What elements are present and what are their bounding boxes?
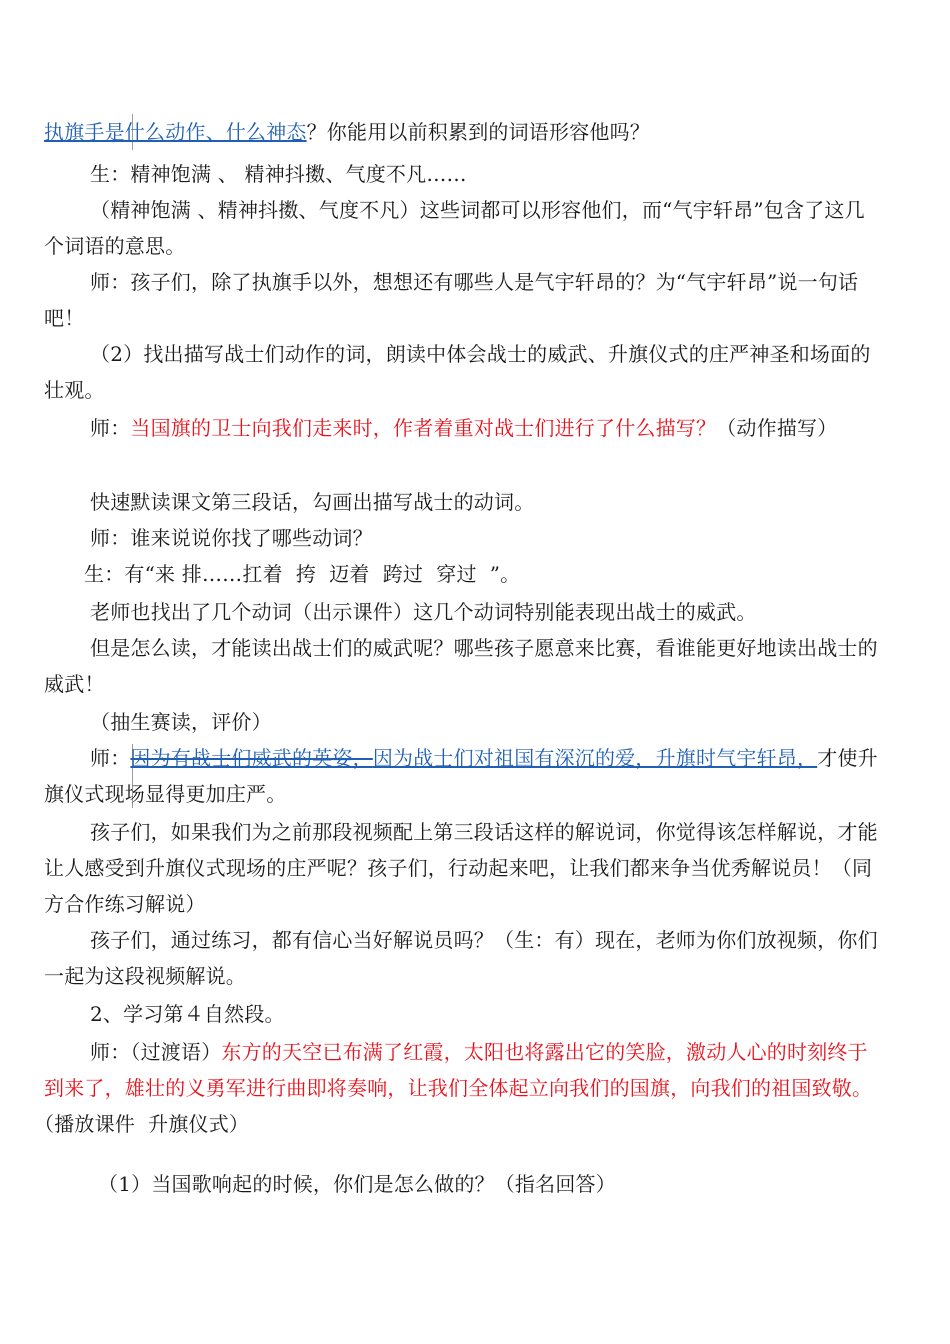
- paragraph: 生：有“来 排……扛着 挎 迈着 跨过 穿过 ”。: [84, 562, 521, 586]
- paragraph: 2、学习第４自然段。: [90, 1002, 285, 1026]
- paragraph: （精神饱满 、精神抖擞、气度不凡）这些词都可以形容他们，而“气宇轩昂”包含了这几个词语的意思。: [44, 198, 865, 258]
- paragraph: 孩子们，通过练习，都有信心当好解说员吗？（生：有）现在，老师为你们放视频，你们一起为这段视频解说。: [44, 928, 878, 988]
- paragraph: [44, 114, 884, 150]
- paragraph: 师：谁来说说你找了哪些动词？: [90, 526, 373, 550]
- paragraph: 师：孩子们，除了执旗手以外，想想还有哪些人是气宇轩昂的？为“气宇轩昂”说一句话吧！: [44, 270, 859, 330]
- tracked-change-link[interactable]: 执旗手是什么动作、什么神态: [44, 120, 307, 144]
- paragraph: [44, 740, 884, 812]
- highlighted-narration: 东方的天空已布满了红霞，太阳也将露出它的笑脸，激动人心的时刻终于到来了，雄壮的义勇军进行曲即将奏响，让我们全体起立向我们的国旗，向我们的祖国致敬。: [44, 1040, 873, 1100]
- paragraph-text: 才使升旗仪式现场显得更加庄严。: [44, 746, 878, 806]
- paragraph: 但是怎么读，才能读出战士们的威武呢？哪些孩子愿意来比赛，看谁能更好地读出战士的威武！: [44, 636, 878, 696]
- paragraph-text: （动作描写）: [716, 416, 838, 440]
- paragraph: （1）当国歌响起的时候，你们是怎么做的？（指名回答）: [98, 1172, 616, 1196]
- paragraph: 快速默读课文第三段话，勾画出描写战士的动词。: [90, 490, 535, 514]
- paragraph-text: ？你能用以前积累到的词语形容他吗？: [306, 120, 651, 144]
- paragraph: [44, 410, 884, 446]
- paragraph: 生：精神饱满 、 精神抖擞、气度不凡……: [90, 162, 467, 186]
- paragraph: 孩子们，如果我们为之前那段视频配上第三段话这样的解说词，你觉得该怎样解说，才能让人感受到升旗仪式现场的庄严呢？孩子们，行动起来吧，让我们都来争当优秀解说员！（同方合作练习解说）: [44, 820, 878, 916]
- paragraph: 老师也找出了几个动词（出示课件）这几个动词特别能表现出战士的威武。: [90, 600, 757, 624]
- highlighted-question: 当国旗的卫士向我们走来时，作者着重对战士们进行了什么描写？: [130, 416, 717, 440]
- paragraph: [44, 1034, 884, 1142]
- paragraph: （2）找出描写战士们动作的词，朗读中体会战士的威武、升旗仪式的庄严神圣和场面的壮观。: [44, 342, 871, 402]
- paragraph-text: （播放课件 升旗仪式）: [44, 1112, 250, 1136]
- speaker-label: 师：: [90, 746, 131, 770]
- speaker-label: 师：（过渡语）: [90, 1040, 222, 1064]
- deleted-text[interactable]: 因为有战士们威武的英姿，: [130, 746, 373, 770]
- paragraph: （抽生赛读，评价）: [90, 710, 272, 734]
- speaker-label: 师：: [90, 416, 131, 440]
- inserted-text[interactable]: 因为战士们对祖国有深沉的爱，升旗时气宇轩昂，: [372, 746, 818, 770]
